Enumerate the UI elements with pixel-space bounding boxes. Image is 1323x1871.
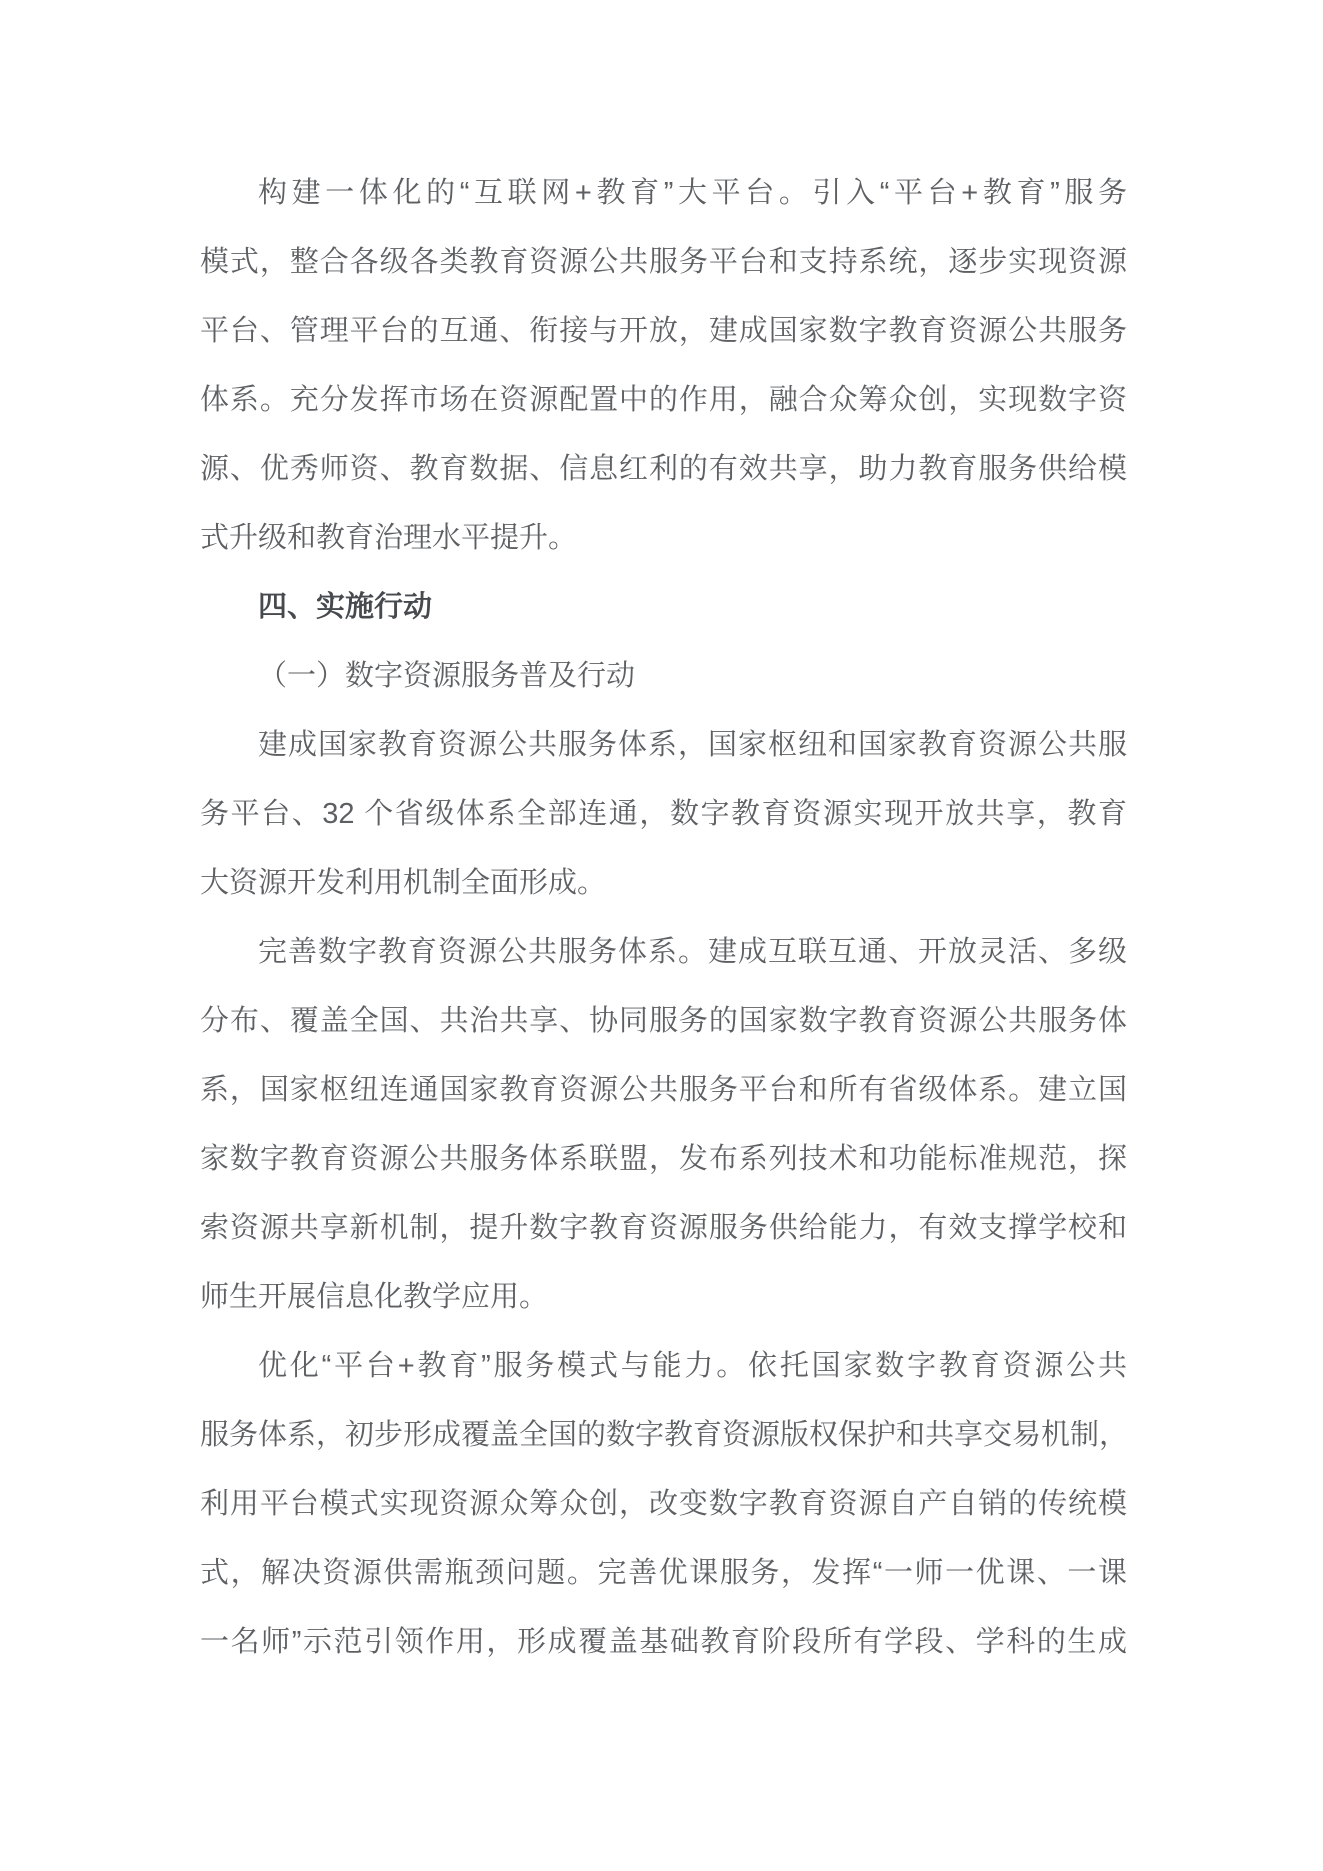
subsection-heading: （一）数字资源服务普及行动 bbox=[258, 660, 636, 692]
paragraph-line: 利用平台模式实现资源众筹众创，改变数字教育资源自产自销的传统模 bbox=[200, 1488, 1127, 1520]
paragraph-line: 源、优秀师资、教育数据、信息红利的有效共享，助力教育服务供给模 bbox=[200, 453, 1127, 485]
paragraph-line: 体系。充分发挥市场在资源配置中的作用，融合众筹众创，实现数字资 bbox=[200, 384, 1127, 416]
paragraph-line: 一名师”示范引领作用，形成覆盖基础教育阶段所有学段、学科的生成 bbox=[200, 1626, 1127, 1658]
paragraph-line: 建成国家教育资源公共服务体系，国家枢纽和国家教育资源公共服 bbox=[258, 729, 1127, 761]
paragraph-line: 索资源共享新机制，提升数字教育资源服务供给能力，有效支撑学校和 bbox=[200, 1212, 1127, 1244]
paragraph-line: 系，国家枢纽连通国家教育资源公共服务平台和所有省级体系。建立国 bbox=[200, 1074, 1127, 1106]
paragraph-line: 式升级和教育治理水平提升。 bbox=[200, 522, 578, 554]
paragraph-line: 服务体系，初步形成覆盖全国的数字教育资源版权保护和共享交易机制， bbox=[200, 1419, 1127, 1451]
paragraph-line: 大资源开发利用机制全面形成。 bbox=[200, 867, 607, 899]
paragraph-line: 平台、管理平台的互通、衔接与开放，建成国家数字教育资源公共服务 bbox=[200, 315, 1127, 347]
section-heading: 四、实施行动 bbox=[258, 591, 433, 623]
paragraph-line: 完善数字教育资源公共服务体系。建成互联互通、开放灵活、多级 bbox=[258, 936, 1127, 968]
paragraph-line: 构建一体化的“互联网+教育”大平台。引入“平台+教育”服务 bbox=[258, 177, 1127, 209]
paragraph-line: 分布、覆盖全国、共治共享、协同服务的国家数字教育资源公共服务体 bbox=[200, 1005, 1127, 1037]
paragraph-line: 家数字教育资源公共服务体系联盟，发布系列技术和功能标准规范，探 bbox=[200, 1143, 1127, 1175]
paragraph-line: 师生开展信息化教学应用。 bbox=[200, 1281, 549, 1313]
paragraph-line: 优化“平台+教育”服务模式与能力。依托国家数字教育资源公共 bbox=[258, 1350, 1127, 1382]
paragraph-line: 务平台、32 个省级体系全部连通，数字教育资源实现开放共享，教育 bbox=[200, 798, 1127, 830]
paragraph-line: 式，解决资源供需瓶颈问题。完善优课服务，发挥“一师一优课、一课 bbox=[200, 1557, 1127, 1589]
paragraph-line: 模式，整合各级各类教育资源公共服务平台和支持系统，逐步实现资源 bbox=[200, 246, 1127, 278]
